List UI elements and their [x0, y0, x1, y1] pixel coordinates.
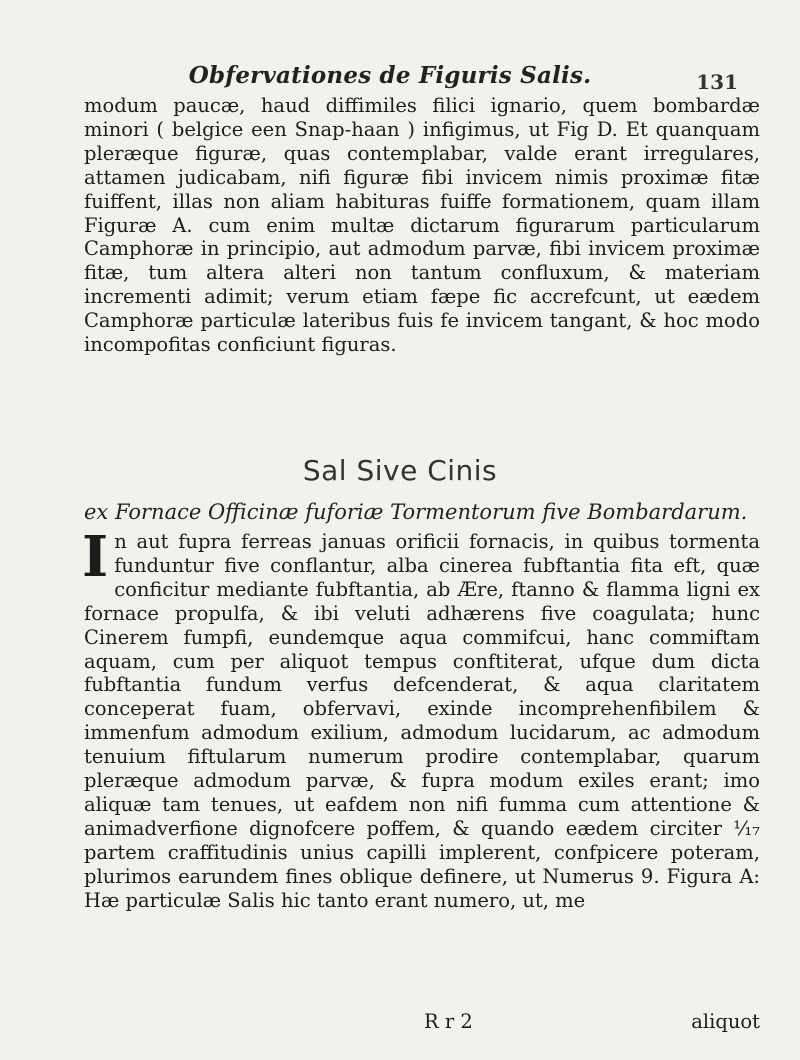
section-subtitle: ex Fornace Officinæ fuforiæ Tormentorum five Bombardarum.	[84, 500, 748, 524]
signature-mark: R r 2	[424, 1010, 473, 1033]
section-title: Sal Sive Cinis	[302, 454, 498, 487]
drop-cap-initial: I	[82, 524, 109, 590]
page-number: 131	[696, 70, 738, 94]
running-head: Obfervationes de Figuris Salis.	[188, 62, 592, 89]
paragraph-section-body	[82, 524, 760, 913]
catchword: aliquot	[691, 1010, 760, 1033]
paragraph-section-text: n aut fupra ferreas januas orificii fornacis, in quibus tormenta funduntur five conflantur, alba cinerea fubftantia fita eft, quæ conficitur mediante fubftantia, ab Ære, ftanno & flamma ligni ex fornace propulfa, & ibi veluti adhærens five coagulata; hunc Cinerem fumpfi, eundemque aqua commifcui, hanc commiftam aquam, cum per aliquot tempus conftiterat, ufque dum dicta fubftantia fundum verfus defcenderat, & aqua claritatem conceperat fuam, obfervavi, exinde incomprehenfibilem & immenfum admodum exilium, admodum lucidarum, ac admodum tenuium fiftularum numerum prodire contemplabar, quarum pleræque admodum parvæ, & fupra modum exiles erant; imo aliquæ tam tenues, ut eafdem non nifi fumma cum attentione & animadverfione dignofcere poffem, & quando eædem circiter ¹⁄₁₇ partem craffitudinis unius capilli implerent, confpicere poteram, plurimos earundem fines oblique definere, ut Numerus 9. Figura A: Hæ particulæ Salis hic tanto erant numero, ut, me	[84, 530, 760, 912]
paragraph-continuation: modum paucæ, haud diffimiles filici ignario, quem bombardæ minori ( belgice een Snap-haan ) infigimus, ut Fig D. Et quanquam pleræque figuræ, quas contemplabar, valde erant irregulares, attamen judicabam, nifi figuræ fibi invicem nimis proximæ fitæ fuiffent, illas non aliam habituras fuiffe formationem, quam illam Figuræ A. cum enim multæ dictarum figurarum particularum Camphoræ in principio, aut admodum parvæ, fibi invicem proximæ fitæ, tum altera alteri non tantum confluxum, & materiam incrementi adimit; verum etiam fæpe fic accrefcunt, ut eædem Camphoræ particulæ lateribus fuis fe invicem tangant, & hoc modo incompofitas conficiunt figuras.	[84, 94, 760, 357]
page-footer	[84, 1010, 760, 1036]
